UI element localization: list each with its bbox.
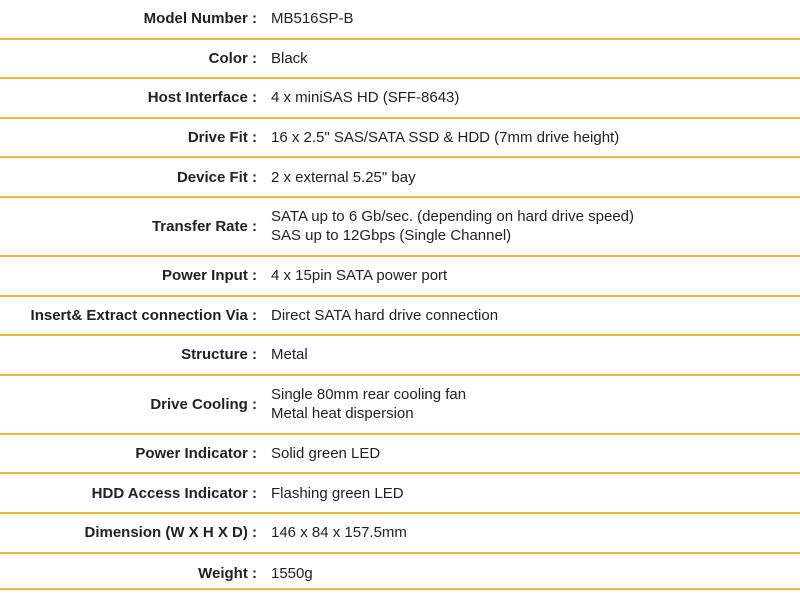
- spec-row-hdd-access-indicator: [0, 474, 800, 514]
- spec-row-weight: [0, 554, 800, 593]
- spec-row-drive-cooling: [0, 376, 800, 435]
- spec-row-power-indicator: [0, 435, 800, 475]
- spec-value: 146 x 84 x 157.5mm: [271, 524, 407, 542]
- spec-row-power-input: [0, 257, 800, 297]
- spec-row-transfer-rate: [0, 198, 800, 257]
- spec-label: Drive Fit :: [187, 129, 257, 147]
- spec-label: Model Number :: [143, 10, 257, 28]
- spec-value: Black: [271, 49, 308, 67]
- spec-label: Device Fit :: [176, 168, 257, 186]
- spec-row-model-number: [0, 0, 800, 40]
- spec-value: 2 x external 5.25" bay: [271, 168, 416, 186]
- spec-row-structure: [0, 336, 800, 376]
- spec-label: Dimension (W X H X D) :: [84, 524, 257, 542]
- spec-value: MB516SP-B: [271, 10, 354, 28]
- spec-value: 1550g: [271, 564, 313, 582]
- spec-label: Structure :: [181, 346, 257, 364]
- spec-label: Drive Cooling :: [150, 395, 257, 413]
- spec-label: Transfer Rate :: [151, 217, 257, 235]
- spec-value: 16 x 2.5" SAS/SATA SSD & HDD (7mm drive height): [271, 129, 620, 147]
- spec-label: Host Interface :: [147, 89, 257, 107]
- spec-row-drive-fit: [0, 119, 800, 159]
- spec-row-insert-extract: [0, 297, 800, 337]
- spec-row-dimension: [0, 514, 800, 554]
- spec-row-device-fit: [0, 158, 800, 198]
- spec-label: Power Indicator :: [135, 445, 257, 463]
- spec-label: Power Input :: [162, 267, 257, 285]
- spec-value: Single 80mm rear cooling fan Metal heat dispersion: [271, 386, 467, 423]
- spec-value: Flashing green LED: [271, 484, 404, 502]
- spec-row-host-interface: [0, 79, 800, 119]
- spec-value: Direct SATA hard drive connection: [271, 306, 499, 324]
- spec-label: HDD Access Indicator :: [91, 484, 257, 502]
- spec-value: Solid green LED: [271, 445, 381, 463]
- spec-label: Insert& Extract connection Via :: [30, 306, 257, 324]
- spec-value: SATA up to 6 Gb/sec. (depending on hard drive speed) SAS up to 12Gbps (Single Channel): [271, 208, 635, 245]
- spec-label: Weight :: [198, 564, 257, 582]
- spec-row-color: [0, 40, 800, 80]
- spec-value: Metal: [271, 346, 308, 364]
- spec-label: Color :: [208, 49, 257, 67]
- spec-value: 4 x 15pin SATA power port: [271, 267, 448, 285]
- spec-value: 4 x miniSAS HD (SFF-8643): [271, 89, 460, 107]
